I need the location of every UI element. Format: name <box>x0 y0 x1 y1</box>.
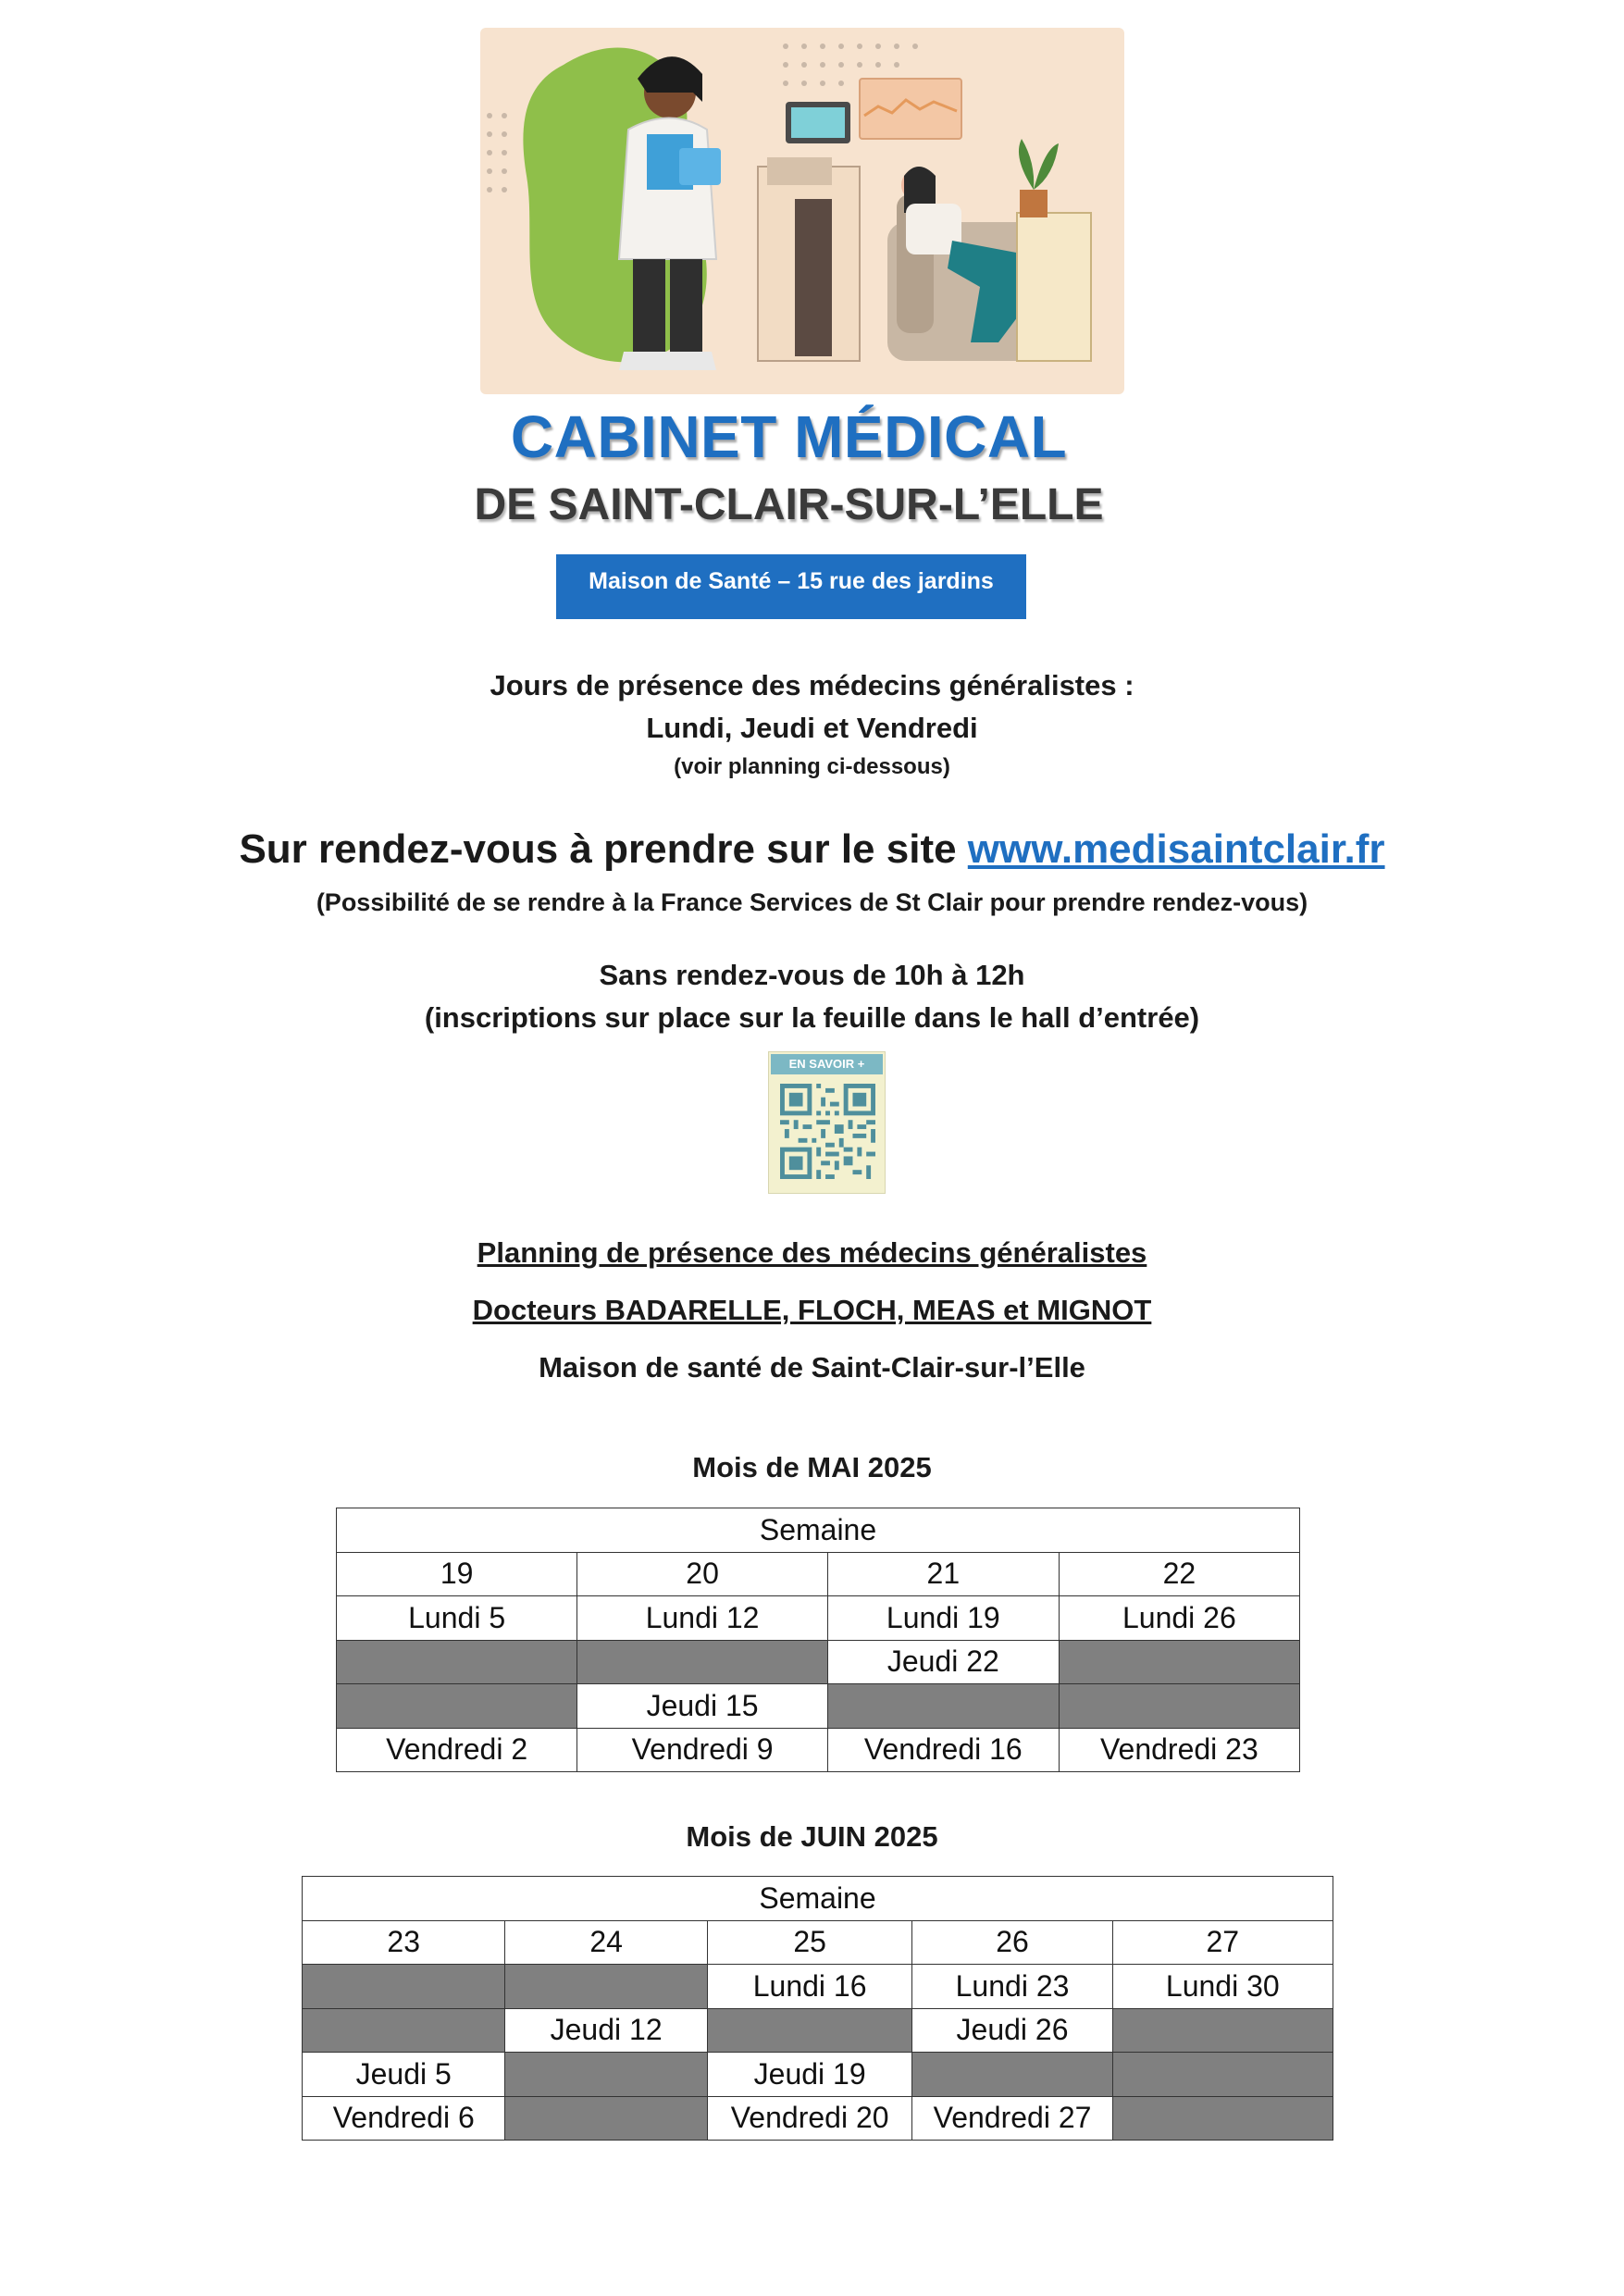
table-header-row <box>337 1508 1300 1553</box>
table-row <box>337 1640 1300 1684</box>
may-title: Mois de MAI 2025 <box>692 1451 932 1483</box>
walk-in-note: (inscriptions sur place sur la feuille dans le hall d’entrée) <box>424 1001 1200 1034</box>
table-cell: Jeudi 5 <box>303 2053 505 2097</box>
june-schedule-table <box>302 1876 1333 2141</box>
table-row <box>337 1728 1300 1772</box>
week-cell: 25 <box>707 1920 912 1965</box>
table-cell: Jeudi 22 <box>827 1640 1059 1684</box>
table-cell: Lundi 5 <box>337 1596 577 1641</box>
table-row <box>337 1684 1300 1729</box>
qr-code[interactable] <box>768 1051 886 1194</box>
doctor-patient-illustration <box>480 28 1124 394</box>
qr-label: EN SAVOIR + <box>771 1054 883 1074</box>
presence-title: Jours de présence des médecins généralistes : <box>490 669 1134 701</box>
table-cell: Vendredi 27 <box>912 2096 1112 2141</box>
week-cell: 26 <box>912 1920 1112 1965</box>
planning-title: Planning de présence des médecins généralistes <box>477 1236 1147 1269</box>
table-cell: Vendredi 9 <box>577 1728 828 1772</box>
appointment-link[interactable]: www.medisaintclair.fr <box>967 826 1385 872</box>
table-cell: Lundi 19 <box>827 1596 1059 1641</box>
appointment-line <box>0 826 1624 873</box>
table-cell <box>303 2008 505 2053</box>
presence-note: (voir planning ci-dessous) <box>674 754 950 779</box>
table-cell <box>1112 2096 1333 2141</box>
table-cell: Vendredi 6 <box>303 2096 505 2141</box>
appointment-note: (Possibilité de se rendre à la France Services de St Clair pour prendre rendez-vous) <box>316 888 1308 916</box>
table-cell: Jeudi 26 <box>912 2008 1112 2053</box>
table-cell: Lundi 30 <box>1112 1965 1333 2009</box>
table-header: Semaine <box>337 1508 1300 1553</box>
table-cell: Lundi 12 <box>577 1596 828 1641</box>
week-cell: 23 <box>303 1920 505 1965</box>
week-cell: 22 <box>1059 1552 1299 1596</box>
table-row <box>303 2053 1333 2097</box>
table-cell <box>912 2053 1112 2097</box>
address-banner: Maison de Santé – 15 rue des jardins <box>556 554 1026 619</box>
table-cell: Lundi 16 <box>707 1965 912 2009</box>
week-cell: 27 <box>1112 1920 1333 1965</box>
table-cell <box>1112 2053 1333 2097</box>
week-row <box>303 1920 1333 1965</box>
table-row <box>337 1596 1300 1641</box>
table-cell <box>505 2096 707 2141</box>
may-schedule-table <box>336 1508 1300 1772</box>
table-cell: Jeudi 15 <box>577 1684 828 1729</box>
table-cell <box>1112 2008 1333 2053</box>
table-cell <box>303 1965 505 2009</box>
table-cell: Jeudi 19 <box>707 2053 912 2097</box>
week-cell: 19 <box>337 1552 577 1596</box>
planning-doctors: Docteurs BADARELLE, FLOCH, MEAS et MIGNOT <box>472 1294 1152 1326</box>
table-header-row <box>303 1877 1333 1921</box>
page-title: CABINET MÉDICAL <box>510 403 1068 470</box>
table-cell: Lundi 26 <box>1059 1596 1299 1641</box>
table-row <box>303 1965 1333 2009</box>
planning-place: Maison de santé de Saint-Clair-sur-l’Elle <box>539 1351 1085 1384</box>
table-cell: Vendredi 2 <box>337 1728 577 1772</box>
june-title: Mois de JUIN 2025 <box>686 1820 938 1853</box>
table-cell <box>827 1684 1059 1729</box>
table-cell: Vendredi 16 <box>827 1728 1059 1772</box>
table-cell <box>577 1640 828 1684</box>
table-cell <box>337 1640 577 1684</box>
table-cell: Vendredi 23 <box>1059 1728 1299 1772</box>
page-subtitle: DE SAINT-CLAIR-SUR-L’ELLE <box>474 480 1104 529</box>
qr-code-icon <box>780 1084 875 1179</box>
week-row <box>337 1552 1300 1596</box>
table-cell <box>505 2053 707 2097</box>
week-cell: 20 <box>577 1552 828 1596</box>
table-cell <box>707 2008 912 2053</box>
table-cell <box>505 1965 707 2009</box>
presence-days: Lundi, Jeudi et Vendredi <box>646 712 978 744</box>
week-cell: 24 <box>505 1920 707 1965</box>
walk-in-hours: Sans rendez-vous de 10h à 12h <box>599 959 1025 991</box>
appointment-prefix: Sur rendez-vous à prendre sur le site <box>239 826 968 872</box>
table-header: Semaine <box>303 1877 1333 1921</box>
table-row <box>303 2096 1333 2141</box>
table-cell <box>1059 1640 1299 1684</box>
table-row <box>303 2008 1333 2053</box>
table-cell: Lundi 23 <box>912 1965 1112 2009</box>
table-cell: Jeudi 12 <box>505 2008 707 2053</box>
table-cell <box>1059 1684 1299 1729</box>
week-cell: 21 <box>827 1552 1059 1596</box>
table-cell: Vendredi 20 <box>707 2096 912 2141</box>
table-cell <box>337 1684 577 1729</box>
